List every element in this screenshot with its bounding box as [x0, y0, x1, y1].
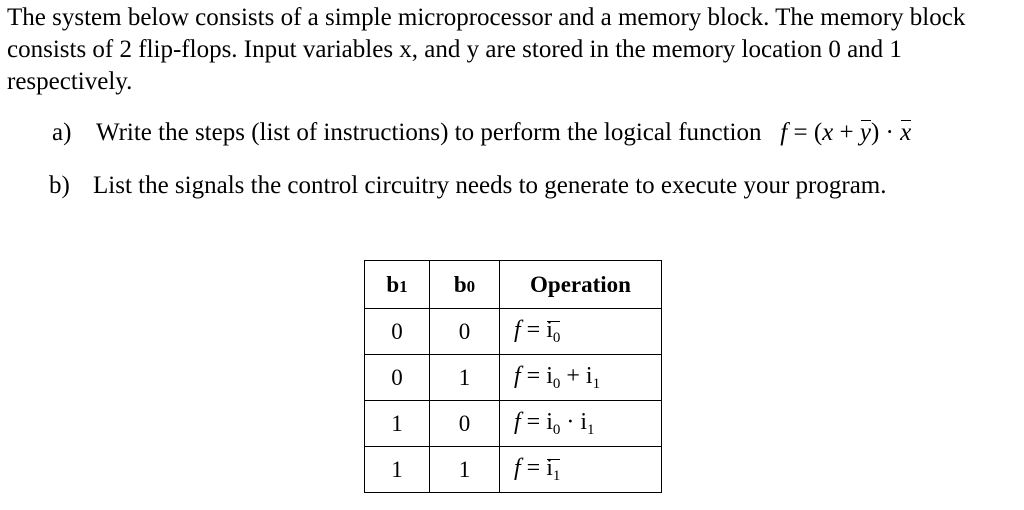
cell-b0: 0 — [430, 309, 500, 355]
question-a-text: Write the steps (list of instructions) to perform the logical function — [96, 119, 762, 146]
cell-operation: $f = i_0 \cdot i_1$ — [500, 401, 662, 447]
header-operation: Operation — [500, 261, 662, 309]
cell-b0: 1 — [430, 447, 500, 493]
cell-operation: $f = i_0 + i_1$ — [500, 355, 662, 401]
problem-intro: The system below consists of a simple microprocessor and a memory block. The memory block consists of 2 flip-flops. Input variables x, and y are stored in the memory location 0 and 1 respectively. — [7, 4, 966, 95]
cell-b1: 1 — [365, 401, 430, 447]
table-header-row — [365, 261, 662, 309]
table-row — [365, 355, 662, 401]
cell-b0: 1 — [430, 355, 500, 401]
cell-operation: $f = i_0$ — [500, 309, 662, 355]
cell-b1: 0 — [365, 355, 430, 401]
question-b-marker: b) — [49, 172, 70, 199]
cell-b1: 0 — [365, 309, 430, 355]
question-b — [49, 171, 886, 201]
cell-operation: $f = i_1$ — [500, 447, 662, 493]
cell-b0: 0 — [430, 401, 500, 447]
question-a — [52, 118, 911, 148]
operation-table — [364, 260, 662, 493]
question-b-text: List the signals the control circuitry needs to generate to execute your program. — [93, 172, 887, 199]
table-row — [365, 447, 662, 493]
question-a-marker: a) — [52, 119, 72, 146]
table-row — [365, 401, 662, 447]
header-b0: b0 — [430, 261, 500, 309]
cell-b1: 1 — [365, 447, 430, 493]
table-row — [365, 309, 662, 355]
function-expression: f = (x + y) · x — [780, 119, 912, 146]
header-b1: b1 — [365, 261, 430, 309]
